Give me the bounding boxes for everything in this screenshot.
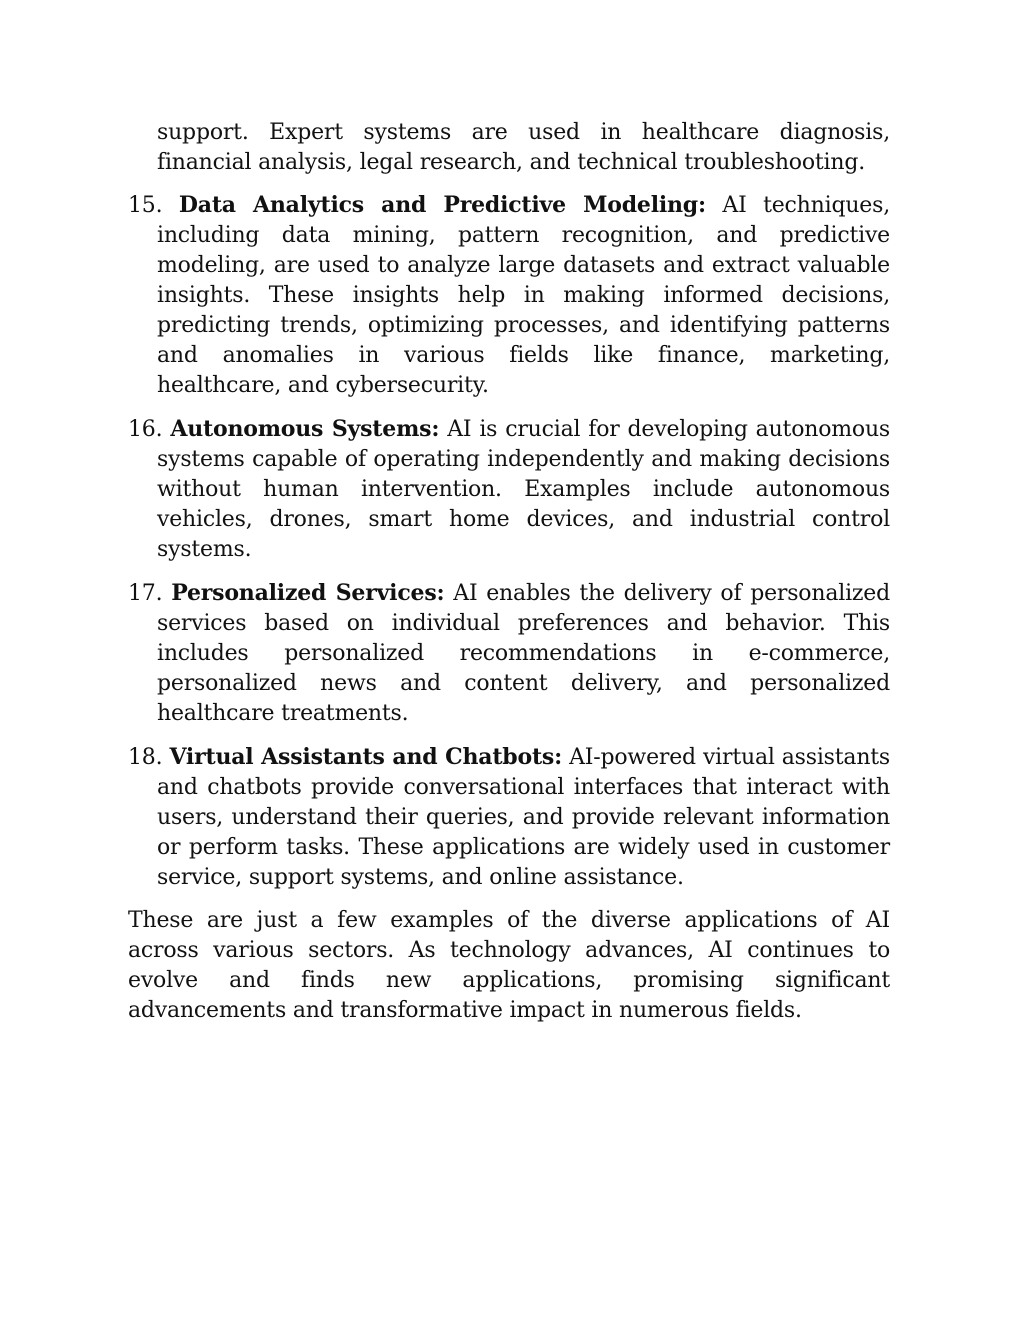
list-item-title: Virtual Assistants and Chatbots: [169, 744, 563, 770]
list-item-18 [128, 742, 890, 893]
list-item-16 [128, 414, 890, 565]
list-item-number: 15. [128, 193, 163, 218]
list-item-title: Autonomous Systems: [170, 416, 440, 442]
list-item-body: AI is crucial for developing autonomous systems capable of operating independently and making decisions without human intervention. Examples include autonomous vehicles, drones, smart home devices, and industrial control systems. [157, 417, 891, 562]
list-item-body: AI techniques, including data mining, pattern recognition, and predictive modeling, are used to analyze large datasets and extract valuable insights. These insights help in making informed decisions, predicting trends, optimizing processes, and identifying patterns and anomalies in various fields like finance, marketing, healthcare, and cybersecurity. [157, 193, 891, 398]
closing-paragraph: These are just a few examples of the diverse applications of AI across various sectors. As technology advances, AI continues to evolve and finds new applications, promising significant advancements and transformative impact in numerous fields. [128, 908, 890, 1023]
list-item-number: 16. [128, 417, 163, 442]
continuation-paragraph: support. Expert systems are used in healthcare diagnosis, financial analysis, legal research, and technical troubleshooting. [157, 120, 890, 175]
document-page [128, 118, 890, 1026]
list-item-17 [128, 578, 890, 729]
list-item-15 [128, 190, 890, 401]
list-item-title: Data Analytics and Predictive Modeling: [178, 192, 706, 218]
list-item-title: Personalized Services: [171, 580, 445, 606]
list-item-number: 18. [128, 745, 163, 770]
list-item-body: AI-powered virtual assistants and chatbots provide conversational interfaces that interact with users, understand their queries, and provide relevant information or perform tasks. These applications are widely used in customer service, support systems, and online assistance. [157, 745, 891, 890]
list-item-number: 17. [128, 581, 163, 606]
list-item-body: AI enables the delivery of personalized services based on individual preferences and behavior. This includes personalized recommendations in e-commerce, personalized news and content delivery, and personalized healthcare treatments. [157, 581, 890, 726]
